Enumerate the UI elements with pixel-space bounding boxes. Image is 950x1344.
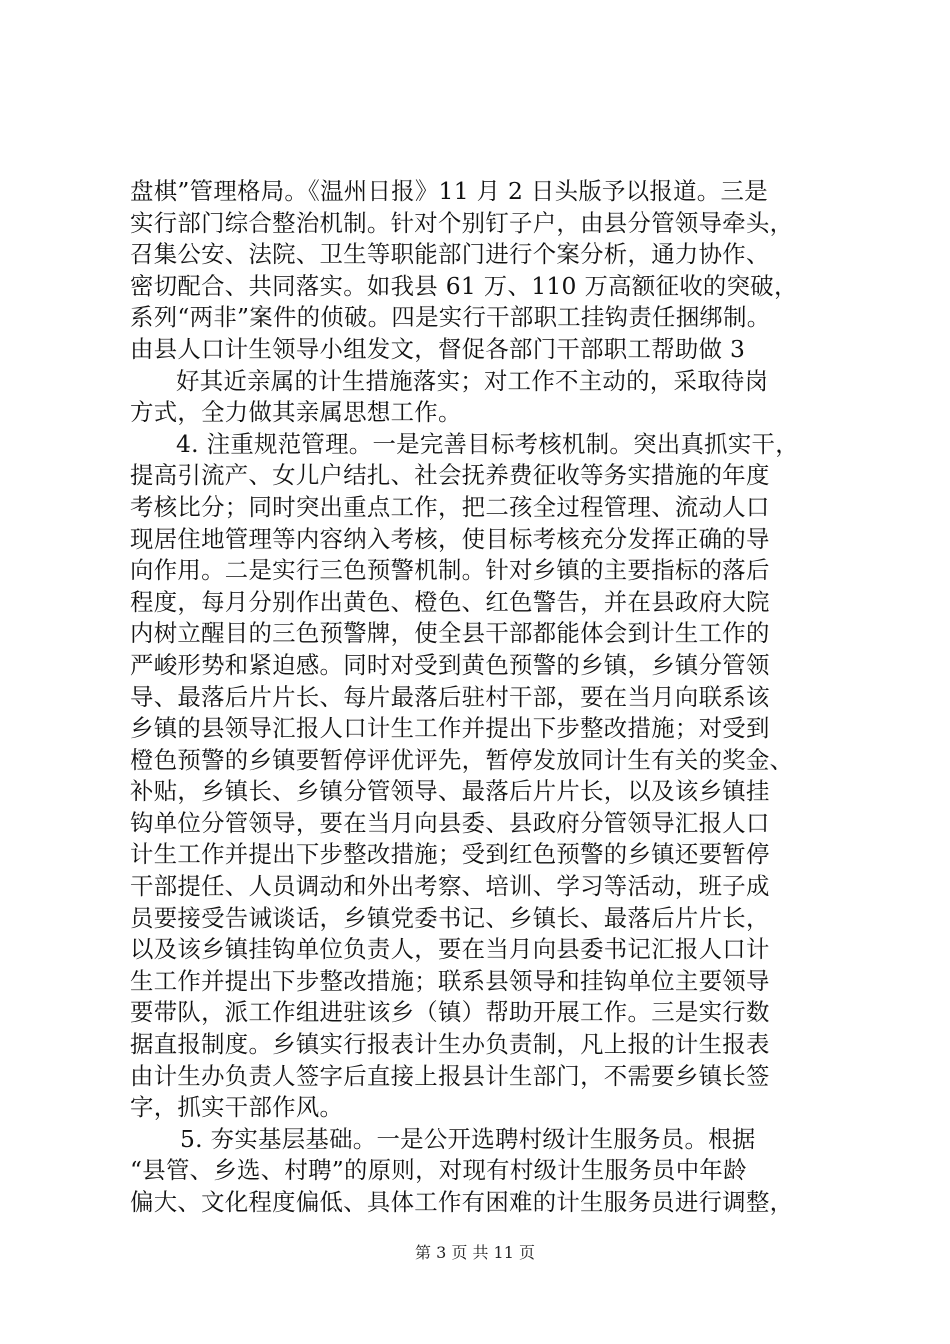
text-line-28: 据直报制度。乡镇实行报表计生办负责制，凡上报的计生报表 <box>130 1030 770 1059</box>
text-line-24: 员要接受告诫谈话，乡镇党委书记、乡镇长、最落后片片长， <box>130 903 770 932</box>
text-line-23: 干部提任、人员调动和外出考察、培训、学习等活动，班子成 <box>130 872 770 901</box>
text-line-14: 程度，每月分别作出黄色、橙色、红色警告，并在县政府大院 <box>130 587 770 616</box>
page-footer: 第 3 页 共 11 页 <box>415 1243 535 1262</box>
text-line-15: 内树立醒目的三色预警牌，使全县干部都能体会到计生工作的 <box>130 619 770 648</box>
text-line-21: 钩单位分管领导，要在当月向县委、县政府分管领导汇报人口 <box>130 808 770 837</box>
text-line-27: 要带队，派工作组进驻该乡（镇）帮助开展工作。三是实行数 <box>130 998 770 1027</box>
text-line-7: 好其近亲属的计生措施落实；对工作不主动的，采取待岗 <box>176 366 769 395</box>
text-line-4: 密切配合、共同落实。如我县 61 万、110 万高额征收的突破， <box>130 271 798 300</box>
text-line-10: 提高引流产、女儿户结扎、社会抚养费征收等务实措施的年度 <box>130 461 770 490</box>
text-line-31: 5. 夯实基层基础。一是公开选聘村级计生服务员。根据 <box>180 1124 756 1153</box>
text-line-2: 实行部门综合整治机制。针对个别钉子户，由县分管领导牵头， <box>130 208 794 237</box>
text-line-22: 计生工作并提出下步整改措施；受到红色预警的乡镇还要暂停 <box>130 840 770 869</box>
text-line-20: 补贴，乡镇长、乡镇分管领导、最落后片片长，以及该乡镇挂 <box>130 777 770 806</box>
text-line-29: 由计生办负责人签字后直接上报县计生部门，不需要乡镇长签 <box>130 1061 770 1090</box>
text-line-11: 考核比分；同时突出重点工作，把二孩全过程管理、流动人口 <box>130 492 770 521</box>
text-line-33: 偏大、文化程度偏低、具体工作有困难的计生服务员进行调整， <box>130 1188 794 1216</box>
text-line-16: 严峻形势和紧迫感。同时对受到黄色预警的乡镇，乡镇分管领 <box>130 650 770 679</box>
text-line-3: 召集公安、法院、卫生等职能部门进行个案分析，通力协作、 <box>130 240 770 269</box>
text-line-1: 盘棋”管理格局。《温州日报》11 月 2 日头版予以报道。三是 <box>130 177 768 205</box>
text-line-12: 现居住地管理等内容纳入考核，使目标考核充分发挥正确的导 <box>130 524 770 553</box>
text-line-18: 乡镇的县领导汇报人口计生工作并提出下步整改措施；对受到 <box>130 714 770 743</box>
text-line-25: 以及该乡镇挂钩单位负责人，要在当月向县委书记汇报人口计 <box>130 935 770 964</box>
text-line-6: 由县人口计生领导小组发文，督促各部门干部职工帮助做 3 <box>130 334 746 363</box>
text-line-17: 导、最落后片片长、每片最落后驻村干部，要在当月向联系该 <box>130 682 770 711</box>
text-line-26: 生工作并提出下步整改措施；联系县领导和挂钩单位主要领导 <box>130 966 770 995</box>
text-line-5: 系列“两非”案件的侦破。四是实行干部职工挂钩责任捆绑制。 <box>130 303 771 332</box>
body-text <box>130 176 850 1219</box>
text-line-19: 橙色预警的乡镇要暂停评优评先，暂停发放同计生有关的奖金、 <box>130 745 794 774</box>
text-line-32: “县管、乡选、村聘”的原则，对现有村级计生服务员中年龄 <box>130 1156 747 1185</box>
text-line-8: 方式，全力做其亲属思想工作。 <box>130 398 462 427</box>
text-line-13: 向作用。二是实行三色预警机制。针对乡镇的主要指标的落后 <box>130 556 770 585</box>
text-line-9: 4. 注重规范管理。一是完善目标考核机制。突出真抓实干， <box>176 429 799 458</box>
text-line-30: 字，抓实干部作风。 <box>130 1093 344 1122</box>
